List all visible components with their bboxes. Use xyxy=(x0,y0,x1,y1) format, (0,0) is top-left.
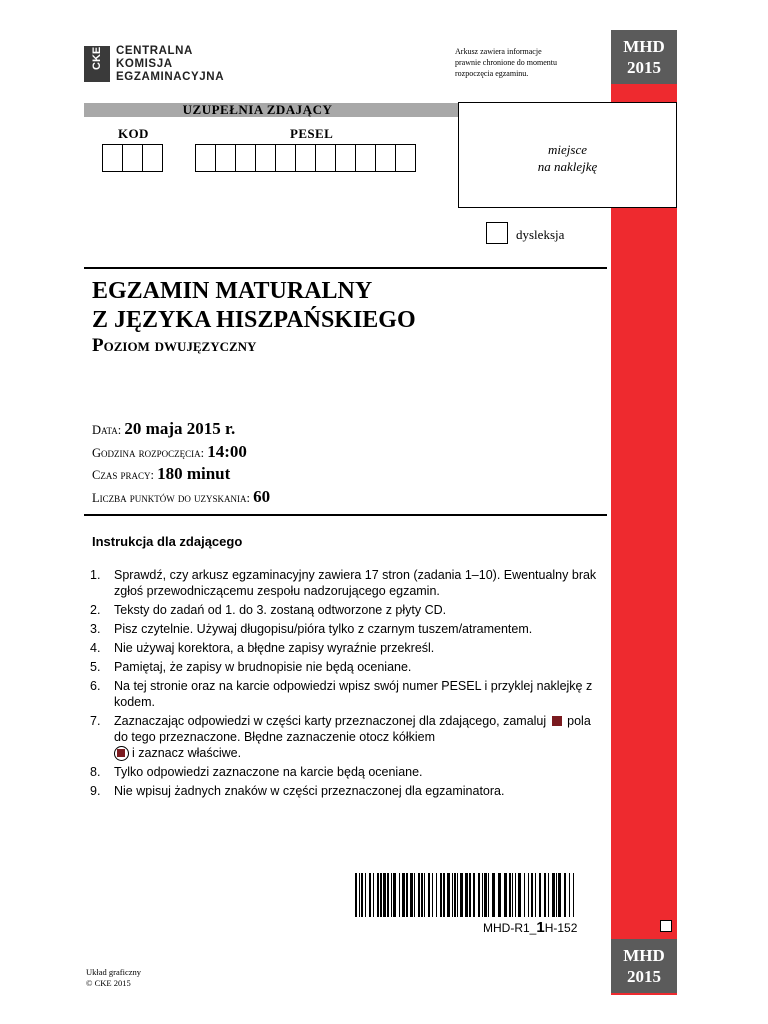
exam-level: Poziom dwujęzyczny xyxy=(92,335,257,356)
exam-start-time: Godzina rozpoczęcia: 14:00 xyxy=(92,442,247,461)
instruction-item: 9. Nie wpisuj żadnych znaków w części przeznaczonej dla egzaminatora. xyxy=(90,784,505,798)
instruction-item: 6. Na tej stronie oraz na karcie odpowiedzi wpisz swój numer PESEL i przyklej naklejkę z kodem. xyxy=(90,679,593,709)
title-line-2: Z JĘZYKA HISZPAŃSKIEGO xyxy=(92,307,416,333)
circled-square-icon xyxy=(114,746,129,761)
instructions-title: Instrukcja dla zdającego xyxy=(92,534,243,549)
kod-label: KOD xyxy=(118,126,149,141)
cke-logo xyxy=(84,44,234,84)
instruction-item: 7. Zaznaczając odpowiedzi w części karty przeznaczonej dla zdającego, zamaluj pola do tego przeznaczone. Błędne zaznaczenie otocz kółkiem i zaznacz właściwe. xyxy=(90,714,591,760)
exam-code-top: MHD 2015 xyxy=(611,30,677,84)
instructions-list xyxy=(90,567,600,802)
footer: Układ graficzny © CKE 2015 xyxy=(86,967,141,988)
exam-date: Data: 20 maja 2015 r. xyxy=(92,419,236,438)
strip-marker-square xyxy=(660,920,672,932)
instruction-item: 4. Nie używaj korektora, a błędne zapisy wyraźnie przekreśl. xyxy=(90,641,435,655)
title-line-1: EGZAMIN MATURALNY xyxy=(92,278,373,304)
dyslexia-checkbox[interactable] xyxy=(486,222,508,244)
exam-code-bottom: MHD 2015 xyxy=(611,939,677,993)
barcode-label: MHD-R1_1H-152 xyxy=(483,919,578,936)
instruction-item: 3. Pisz czytelnie. Używaj długopisu/pióra tylko z czarnym tuszem/atramentem. xyxy=(90,622,533,636)
filled-square-icon xyxy=(552,716,562,726)
instruction-item: 1. Sprawdź, czy arkusz egzaminacyjny zawiera 17 stron (zadania 1–10). Ewentualny brak zgłoś przewodniczącemu zespołu nadzorującego egzamin. xyxy=(90,568,597,598)
sticker-placeholder: miejsce na naklejkę xyxy=(458,102,677,208)
exam-duration: Czas pracy: 180 minut xyxy=(92,464,231,483)
instruction-item: 2. Teksty do zadań od 1. do 3. zostaną odtworzone z płyty CD. xyxy=(90,603,447,617)
exam-points: Liczba punktów do uzyskania: 60 xyxy=(92,487,271,506)
barcode-icon xyxy=(355,873,577,917)
exam-title xyxy=(92,277,416,357)
pesel-label: PESEL xyxy=(290,126,334,141)
confidentiality-notice: Arkusz zawiera informacje prawnie chronione do momentu rozpoczęcia egzaminu. xyxy=(455,47,557,78)
instruction-item: 8. Tylko odpowiedzi zaznaczone na karcie będą oceniane. xyxy=(90,765,423,779)
divider-mid xyxy=(84,514,607,516)
instruction-item: 5. Pamiętaj, że zapisy w brudnopisie nie będą oceniane. xyxy=(90,660,412,674)
logo-text: CENTRALNA KOMISJA EGZAMINACYJNA xyxy=(116,45,225,83)
divider-top xyxy=(84,267,607,269)
kod-field[interactable] xyxy=(102,144,162,172)
dyslexia-label: dysleksja xyxy=(516,227,565,242)
examinee-section-bar: UZUPEŁNIA ZDAJĄCY xyxy=(84,103,607,117)
logo-mark-icon: CKE xyxy=(84,46,110,82)
pesel-field[interactable] xyxy=(195,144,415,172)
